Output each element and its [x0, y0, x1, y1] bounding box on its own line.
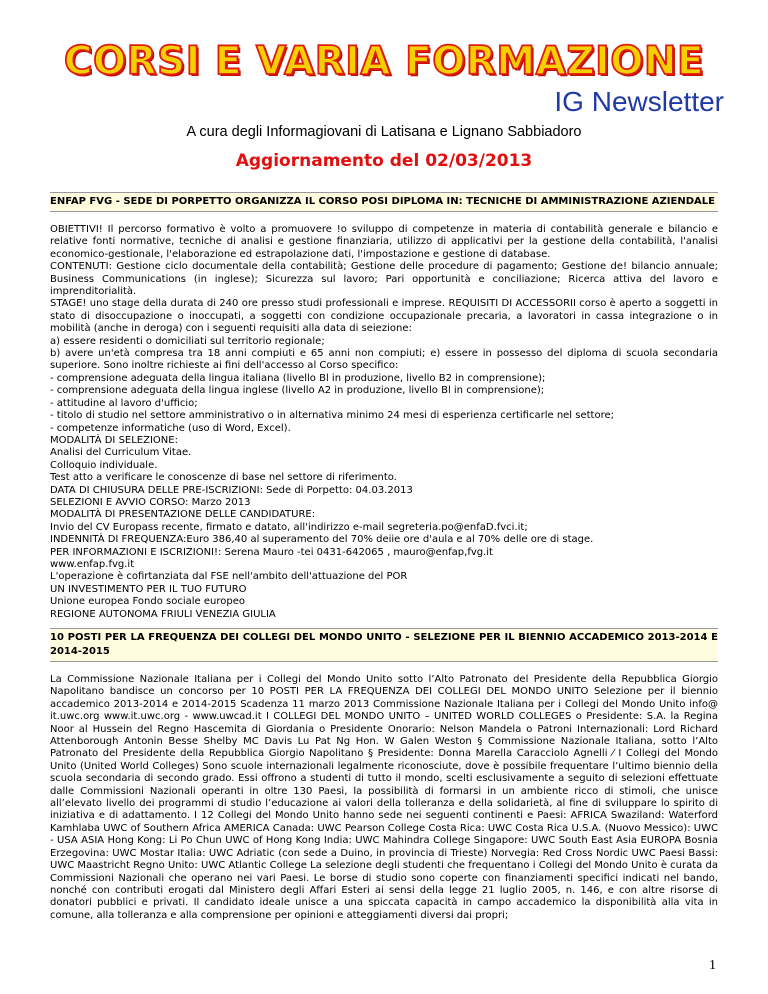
body-line: DATA DI CHIUSURA DELLE PRE-ISCRIZIONI: Sede di Porpetto: 04.03.2013 — [50, 484, 413, 496]
banner-title: CORSI E VARIA FORMAZIONE — [63, 39, 705, 84]
article-body: La Commissione Nazionale Italiana per i Collegi del Mondo Unito sotto l’Alto Patronato del Presidente della Repubblica Giorgio Napolitano bandisce un concorso per 10 POSTI PER LA FREQUENZA DEI COLLEGI DEL MONDO UNITO Selezione per il biennio accademico 2013-2014 e 2014-2015 Scadenza 11 marzo 2013 Commissione Nazionale Italiana per i Collegi del Mondo Unito info@ it.uwc.org www.it.uwc.org - www.uwcad.it I COLLEGI DEL MONDO UNITO – UNITED WORLD COLLEGES o Presidente: S.A. la Regina Noor al Hussein del Regno Hascemita di Giordania o Presidente Onorario: Nelson Mandela o Patroni Internazionali: Lord Richard Attenborough Antonin Besse Shelby MC Davis Lu Pat Ng Hon. W Galen Weston § Commissione Nazionale Italiana, sotto l’Alto Patronato del Presidente della Repubblica Giorgio Napolitano § Presidente: Donna Marella Caracciolo Agnelli ⁄ I Collegi del Mondo Unito (United World Colleges) Sono scuole internazionali legalmente riconosciute, dove è possibile frequentare l’ultimo biennio della scuola secondaria di secondo grado. Essi offrono a studenti di tutto il mondo, scelti esclusivamente a seguito di selezioni effettuate dalle Commissioni Nazionali operanti in oltre 130 Paesi, la possibilità di formarsi in un ambiente ricco di stimoli, che unisce all’elevato livello dei programmi di studio l’educazione ai valori della tolleranza e della solidarietà, al fine di sviluppare lo spirito di iniziativa e di adattamento. I 12 Collegi del Mondo Unito hanno sede nei seguenti continenti e Paesi: AFRICA Swaziland: Waterford Kamhlaba UWC of Southern Africa AMERICA Canada: UWC Pearson College Costa Rica: UWC Costa Rica U.S.A. (Nuovo Messico): UWC - USA ASIA Hong Kong: Li Po Chun UWC of Hong Kong India: UWC Mahindra College Singapore: UWC South East Asia EUROPA Bosnia Erzegovina: UWC Mostar Italia: UWC Adriatic (con sede a Duino, in provincia di Trieste) Norvegia: Red Cross Nordic UWC Paesi Bassi: UWC Maastricht Regno Unito: UWC Atlantic College La selezione degli studenti che frequentano i Collegi del Mondo Unito è curata da Commissioni Nazionali che operano nei vari Paesi. Le borse di studio sono coperte con finanziamenti specifici indicati nel bando, nonché con contributi erogati dal Ministero degli Affari Esteri ai sensi della legge 21 luglio 2005, n. 146, e con altre risorse di donatori pubblici e privati. Il candidato ideale unisce a una spiccata capacità in campo accademico la disponibilità alla vita in comune, alla tolleranza e alla comprensione per opinioni e atteggiamenti diversi dai propri; — [50, 674, 718, 921]
body-line: UN INVESTIMENTO PER IL TUO FUTURO — [50, 583, 247, 595]
article-uwc — [50, 628, 718, 922]
body-line: www.enfap.fvg.it — [50, 558, 135, 570]
newsletter-subtitle: A cura degli Informagiovani di Latisana e Lignano Sabbiadoro — [186, 124, 582, 140]
body-line: L'operazione è cofirtanziata dal FSE nell'ambito dell'attuazione del POR — [50, 571, 408, 583]
body-line: - comprensione adeguata della lingua inglese (livello A2 in produzione, livello Bl in comprensione); — [50, 385, 545, 397]
body-line: PER INFORMAZIONI E ISCRIZIONI!: Serena Mauro -tei 0431-642065 , mauro@enfap,fvg.it — [50, 546, 493, 558]
body-line: INDENNITÀ DI FREQUENZA:Euro 386,40 al superamento del 70% deiie ore d'aula e al 70% delle ore di stage. — [50, 534, 594, 546]
newsletter-title: IG Newsletter — [554, 86, 724, 117]
banner — [0, 40, 768, 84]
body-line: STAGE! uno stage della durata di 240 ore presso studi professionali e imprese. REQUISITI DI ACCESSORII corso è aperto a soggetti in stato di disoccupazione o inoccupati, a soggetti con condizione occupazionale precaria, a lavoratori in cassa integrazione o in mobilità (anche in deroga) con i seguenti requisiti alla data di seiezione: — [50, 298, 718, 335]
body-line: Analisi del Curriculum Vitae. — [50, 447, 192, 459]
body-line: OBIETTIVI! Il percorso formativo è volto a promuovere !o sviluppo di competenze in materia di contabilità generale e bilancio e relative fonti normative, tecniche di analisi e gestione finanziaria, utilizzo di applicativi per la gestione della contabilità, l'analisi economico-gestionale, l'elaborazione ed estrapolazione dati, l'impostazione e gestione di database. — [50, 224, 718, 260]
body-line: SELEZIONI E AVVIO CORSO: Marzo 2013 — [50, 496, 251, 508]
page-number: 1 — [709, 958, 716, 973]
body-line: MODALITÀ DI PRESENTAZIONE DELLE CANDIDATURE: — [50, 509, 316, 521]
article-heading: ENFAP FVG - SEDE DI PORPETTO ORGANIZZA IL CORSO POSI DIPLOMA IN: TECNICHE DI AMMINISTRAZIONE AZIENDALE — [50, 192, 718, 212]
body-line: a) essere residenti o domiciliati sul territorio regionale; — [50, 335, 325, 347]
body-line: - titolo di studio nel settore amministrativo o in alternativa minimo 24 mesi di esperienza certificarle nel settore; — [50, 410, 615, 422]
body-line: REGIONE AUTONOMA FRIULI VENEZIA GIULIA — [50, 608, 276, 620]
body-line: - attitudine al lavoro d'ufficio; — [50, 397, 198, 409]
body-line: CONTENUTI: Gestione ciclo documentale della contabilità; Gestione delle procedure di pagamento; Gestione de! bilancio annuale; Business Communications (in inglese); Sicurezza sul lavoro; Pari opportunità e conciliazione; Ricerca attiva del lavoro e imprenditorialità. — [50, 261, 718, 298]
update-date: Aggiornamento del 02/03/2013 — [235, 151, 533, 171]
body-line: b) avere un'età compresa tra 18 anni compiuti e 65 anni non compiuti; e) essere in possesso del diploma di scuola secondaria superiore. Sono inoltre richieste ai fini dell'accesso al Corso specifico: — [50, 348, 718, 372]
body-line: Unione europea Fondo sociale europeo — [50, 596, 245, 608]
article-heading: 10 POSTI PER LA FREQUENZA DEI COLLEGI DEL MONDO UNITO - SELEZIONE PER IL BIENNIO ACCADEMICO 2013-2014 E 2014-2015 — [50, 628, 718, 662]
body-line: Test atto a verificare le conoscenze di base nel settore di riferimento. — [50, 472, 397, 484]
body-line: Colloquio individuale. — [50, 459, 158, 471]
article-enfap — [50, 192, 718, 621]
body-line: MODALITÀ DI SELEZIONE: — [50, 434, 178, 446]
body-line: - comprensione adeguata della lingua italiana (livello Bl in produzione, livello B2 in comprensione); — [50, 372, 546, 384]
body-line: - competenze informatiche (uso di Word, Excel). — [50, 422, 291, 434]
body-line: Invio del CV Europass recente, firmato e datato, all'indirizzo e-mail segreteria.po@enfaD.fvci.it; — [50, 521, 528, 533]
article-body — [50, 224, 718, 621]
